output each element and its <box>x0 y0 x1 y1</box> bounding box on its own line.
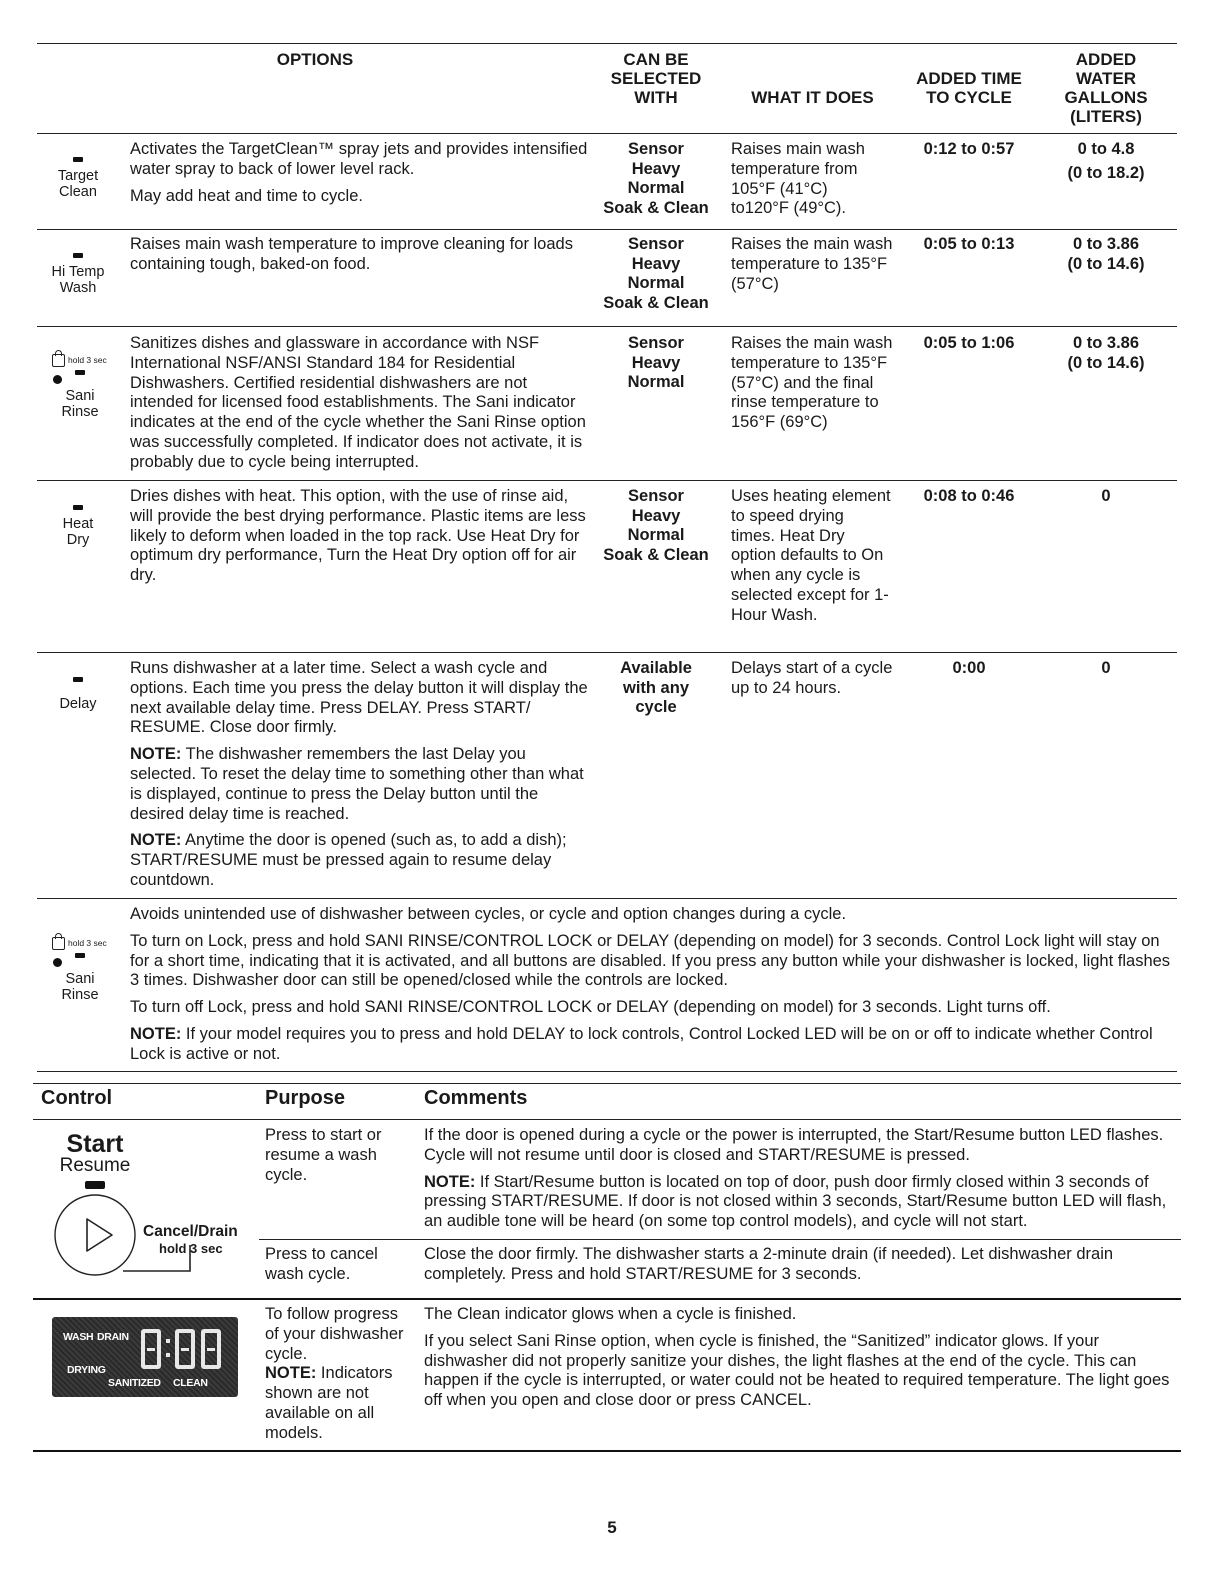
drying-indicator: DRYING <box>67 1364 106 1376</box>
button-indicator-icon <box>73 505 83 510</box>
heat-dry-what-it-does: Uses heating element to speed drying times. Heat Dry option defaults to On when any cycle is selected except for 1- Hour Wash. <box>731 487 891 624</box>
start-resume-control <box>40 1127 255 1297</box>
cancel-purpose: Press to cancel wash cycle. <box>265 1245 378 1283</box>
status-comments: The Clean indicator glows when a cycle is finished. If you select Sani Rinse option, when cycle is finished, the “Sanitized” indicator glows. If your dishwasher did not properly sanitize your dishes, the light flashes at the end of the cycle. This can happen if the cycle is interrupted, or water could not be heated to required temperature. The light goes off when you open and close door or press CANCEL. <box>424 1305 1170 1410</box>
target-clean-added-time: 0:12 to 0:57 <box>923 140 1015 158</box>
status-purpose-note: NOTE: Indicators shown are not available on all models. <box>265 1364 393 1442</box>
lock-icon <box>52 354 65 367</box>
heat-dry-added-water: 0 <box>1101 487 1111 505</box>
cancel-comments: Close the door firmly. The dishwasher starts a 2-minute drain (if needed). Let dishwasher drain completely. Press and hold START/RESUME for 3 seconds. <box>424 1245 1114 1283</box>
delay-button-label: Delay <box>45 677 111 712</box>
row-divider <box>37 480 1177 481</box>
start-label: Start <box>66 1130 124 1158</box>
header-comments: Comments <box>424 1087 528 1109</box>
hi-temp-wash-button-label: Hi Temp Wash <box>45 253 111 296</box>
control-lock-description: Avoids unintended use of dishwasher between cycles, or cycle and option changes during a cycle. To turn on Lock, press and hold SANI RINSE/CONTROL LOCK or DELAY (depending on model) for 3 seconds. Control Lock light will stay on for a short time, indicating that it is activated, and all buttons are disabled. If you press any button while your dishwasher is locked, light flashes 3 times. Dishwasher door can still be opened/closed while the controls are locked. To turn off Lock, press and hold SANI RINSE/CONTROL LOCK or DELAY (depending on model) for 3 seconds. Light turns off. NOTE: If your model requires you to press and hold DELAY to lock controls, Control Locked LED will be on or off to indicate whether Control Lock is active or not. <box>130 905 1175 1072</box>
target-clean-description: Activates the TargetClean™ spray jets and provides intensified water spray to back of lower level rack. May add heat and time to cycle. <box>130 140 588 205</box>
header-purpose: Purpose <box>265 1087 346 1109</box>
target-clean-selected-with: Sensor Heavy Normal Soak & Clean <box>603 140 709 217</box>
indicator-dot-icon <box>53 958 62 967</box>
sani-rinse-button-label: hold 3 sec Sani Rinse <box>40 352 120 420</box>
sani-rinse-description: Sanitizes dishes and glassware in accordance with NSF International NSF/ANSI Standard 184 for Residential Dishwashers. Certified residential dishwashers are not intended for licensed food establishments. The Sani indicator indicates at the end of the cycle whether the Sani Rinse option was successfully completed. If indicator does not activate, it is probably due to cycle being interrupted. <box>130 334 586 471</box>
row-divider <box>37 133 1177 134</box>
delay-added-water: 0 <box>1101 659 1111 677</box>
drain-indicator: DRAIN <box>97 1331 129 1343</box>
resume-label: Resume <box>59 1155 131 1176</box>
wash-indicator: WASH <box>63 1331 94 1343</box>
row-divider <box>37 326 1177 327</box>
header-can-be-selected: CAN BE SELECTED WITH <box>610 50 702 107</box>
button-indicator-icon <box>75 370 85 375</box>
button-indicator-icon <box>73 677 83 682</box>
heat-dry-description: Dries dishes with heat. This option, with the use of rinse aid, will provide the best drying performance. Plastic items are less likely to deform when loaded in the top rack. Use Heat Dry for optimum dry performance, Turn the Heat Dry option off for air dry. <box>130 487 586 585</box>
table-top-rule <box>37 43 1177 44</box>
start-purpose: Press to start or resume a wash cycle. <box>265 1126 382 1184</box>
header-added-time: ADDED TIME TO CYCLE <box>916 69 1022 107</box>
start-comments: If the door is opened during a cycle or the power is interrupted, the Start/Resume button LED flashes. Cycle will not resume until door is closed and START/RESUME is pressed. NOTE: If Start/Resume button is located on top of door, push door firmly closed within 3 seconds of pressing START/RESUME. If door is not closed within 3 seconds, Start/Resume button LED will flash, an audible tone will be heard (on some top control models), and cycle will not start. <box>424 1126 1176 1239</box>
header-control: Control <box>41 1087 113 1109</box>
indicator-dot-icon <box>53 375 62 384</box>
control-row-divider <box>259 1239 1181 1240</box>
hi-temp-wash-what-it-does: Raises the main wash temperature to 135°F (57°C) <box>731 235 893 293</box>
status-display <box>52 1317 238 1397</box>
table-bottom-rule <box>37 1071 1177 1072</box>
sani-rinse-what-it-does: Raises the main wash temperature to 135°F (57°C) and the final rinse temperature to 156°F (69°C) <box>731 334 893 432</box>
control-row-divider <box>33 1298 1181 1300</box>
lock-icon <box>52 937 65 950</box>
header-options: OPTIONS <box>276 50 354 69</box>
delay-selected-with: Available with any cycle <box>620 659 692 716</box>
target-clean-added-water: 0 to 4.8 (0 to 18.2) <box>1067 140 1145 182</box>
sani-rinse-added-time: 0:05 to 1:06 <box>923 334 1015 352</box>
digit-icon <box>141 1329 161 1369</box>
control-lock-button-label: hold 3 sec Sani Rinse <box>40 935 120 1003</box>
hi-temp-wash-added-water: 0 to 3.86 (0 to 14.6) <box>1067 235 1145 273</box>
colon-dot-icon <box>166 1353 170 1357</box>
delay-added-time: 0:00 <box>952 659 986 677</box>
button-indicator-icon <box>73 157 83 162</box>
header-what-it-does: WHAT IT DOES <box>751 88 874 107</box>
start-note: NOTE: If Start/Resume button is located on top of door, push door firmly closed within 3 seconds of pressing START/RESUME. If door is not closed within 3 seconds, Start/Resume button LED will flash, an audible tone will be heard (on some top control models), and cycle will not start. <box>424 1172 1167 1231</box>
delay-what-it-does: Delays start of a cycle up to 24 hours. <box>731 659 893 697</box>
heat-dry-button-label: Heat Dry <box>45 505 111 548</box>
control-table-bottom-rule <box>33 1450 1181 1452</box>
hi-temp-wash-added-time: 0:05 to 0:13 <box>923 235 1015 253</box>
page-number: 5 <box>607 1518 617 1537</box>
button-indicator-icon <box>73 253 83 258</box>
row-divider <box>37 898 1177 899</box>
sanitized-indicator: SANITIZED <box>108 1377 161 1389</box>
sani-rinse-selected-with: Sensor Heavy Normal <box>627 334 685 391</box>
header-added-water: ADDED WATER GALLONS (LITERS) <box>1064 50 1148 126</box>
start-led-icon <box>85 1181 105 1189</box>
digit-icon <box>201 1329 221 1369</box>
row-divider <box>37 652 1177 653</box>
target-clean-what-it-does: Raises main wash temperature from 105°F (41°C) to120°F (49°C). <box>731 140 865 218</box>
delay-description: Runs dishwasher at a later time. Select a wash cycle and options. Each time you press the delay button it will display the next available delay time. Press DELAY. Press START/ RESUME. Close door firmly. NOTE: The dishwasher remembers the last Delay you selected. To reset the delay time to something other than what is displayed, continue to press the Delay button until the desired delay time is reached. NOTE: Anytime the door is opened (such as, to add a dish); START/RESUME must be pressed again to resume delay countdown. <box>130 659 592 898</box>
status-purpose: To follow progress of your dishwasher cycle. NOTE: Indicators shown are not available on all models. <box>265 1305 413 1444</box>
hi-temp-wash-description: Raises main wash temperature to improve cleaning for loads containing tough, baked-on food. <box>130 235 573 273</box>
control-lock-note: NOTE: If your model requires you to press and hold DELAY to lock controls, Control Locked LED will be on or off to indicate whether Control Lock is active or not. <box>130 1024 1153 1063</box>
digit-icon <box>175 1329 195 1369</box>
cancel-drain-label: Cancel/Drain <box>143 1223 238 1240</box>
sani-rinse-added-water: 0 to 3.86 (0 to 14.6) <box>1067 334 1145 372</box>
colon-dot-icon <box>166 1339 170 1343</box>
cancel-hold-label: hold 3 sec <box>159 1241 223 1256</box>
play-icon <box>87 1219 112 1251</box>
button-indicator-icon <box>75 953 85 958</box>
heat-dry-added-time: 0:08 to 0:46 <box>923 487 1015 505</box>
control-table-top-rule <box>33 1083 1181 1084</box>
delay-note-1: NOTE: The dishwasher remembers the last Delay you selected. To reset the delay time to something other than what is displayed, continue to press the Delay button until the desired delay time is reached. <box>130 745 584 823</box>
row-divider <box>37 229 1177 230</box>
hi-temp-wash-selected-with: Sensor Heavy Normal Soak & Clean <box>603 235 709 312</box>
control-table-header-rule <box>33 1119 1181 1120</box>
heat-dry-selected-with: Sensor Heavy Normal Soak & Clean <box>603 487 709 564</box>
delay-note-2: NOTE: Anytime the door is opened (such as, to add a dish); START/RESUME must be pressed again to resume delay countdown. <box>130 831 567 889</box>
target-clean-button-label: Target Clean <box>45 157 111 200</box>
clean-indicator: CLEAN <box>173 1377 208 1389</box>
